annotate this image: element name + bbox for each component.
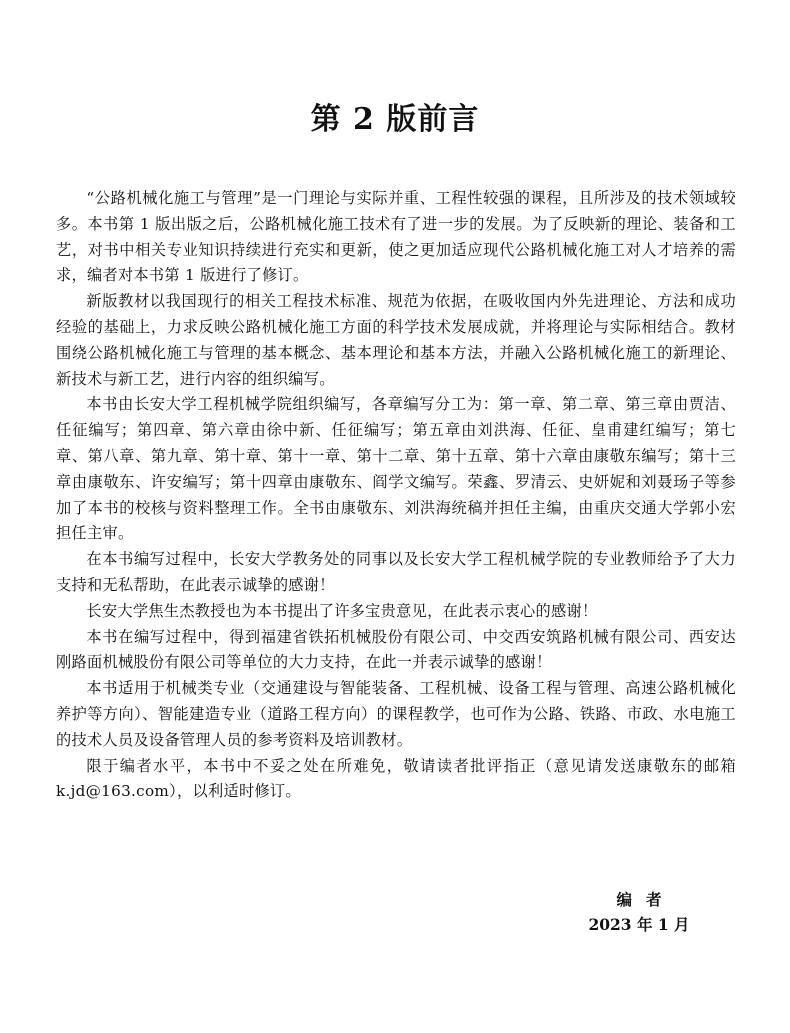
signature-block (574, 887, 704, 937)
paragraph-feedback: 限于编者水平，本书中不妥之处在所难免，敬请读者批评指正（意见请发送康敬东的邮箱 k.jd@163.com），以利适时修订。 (56, 756, 736, 801)
paragraph-authors: 本书由长安大学工程机械学院组织编写，各章编写分工为：第一章、第二章、第三章由贾洁、任征编写；第四章、第六章由徐中新、任征编写；第五章由刘洪海、任征、皇甫建红编写；第七章、第八章、第九章、第十章、第十一章、第十二章、第十五章、第十六章由康敬东编写；第十三章由康敬东、许安编写；第十四章由康敬东、阎学文编写。荣鑫、罗清云、史妍妮和刘聂玚子等参加了本书的校核与资料整理工作。全书由康敬东、刘洪海统稿并担任主编，由重庆交通大学郭小宏担任主审。 (56, 395, 736, 543)
paragraph-thanks-professor: 长安大学焦生杰教授也为本书提出了许多宝贵意见，在此表示衷心的感谢！ (86, 601, 598, 620)
paragraph-audience: 本书适用于机械类专业（交通建设与智能装备、工程机械、设备工程与管理、高速公路机械化养护等方向）、智能建造专业（道路工程方向）的课程教学，也可作为公路、铁路、市政、水电施工的技术人员及设备管理人员的参考资料及培训教材。 (56, 679, 736, 749)
page-title: 第 2 版前言 (310, 102, 480, 138)
paragraph-intro: “公路机械化施工与管理”是一门理论与实际并重、工程性较强的课程，且所涉及的技术领域较多。本书第 1 版出版之后，公路机械化施工技术有了进一步的发展。为了反映新的理论、装备和工艺，对书中相关专业知识持续进行充实和更新，使之更加适应现代公路机械化施工对人才培养的需求，编者对本书第 1 版进行了修订。 (56, 189, 736, 285)
signature-date: 2023 年 1 月 (588, 915, 690, 934)
paragraph-new-edition: 新版教材以我国现行的相关工程技术标准、规范为依据，在吸收国内外先进理论、方法和成功经验的基础上，力求反映公路机械化施工方面的科学技术发展成就，并将理论与实际相结合。教材围绕公路机械化施工与管理的基本概念、基本理论和基本方法，并融入公路机械化施工的新理论、新技术与新工艺，进行内容的组织编写。 (56, 292, 736, 388)
paragraph-thanks-companies: 本书在编写过程中，得到福建省铁拓机械股份有限公司、中交西安筑路机械有限公司、西安达刚路面机械股份有限公司等单位的大力支持，在此一并表示诚挚的感谢！ (56, 627, 736, 672)
signature-author: 编者 (616, 890, 676, 909)
preface-body (56, 186, 736, 805)
paragraph-thanks-university: 在本书编写过程中，长安大学教务处的同事以及长安大学工程机械学院的专业教师给予了大力支持和无私帮助，在此表示诚挚的感谢！ (56, 550, 736, 594)
